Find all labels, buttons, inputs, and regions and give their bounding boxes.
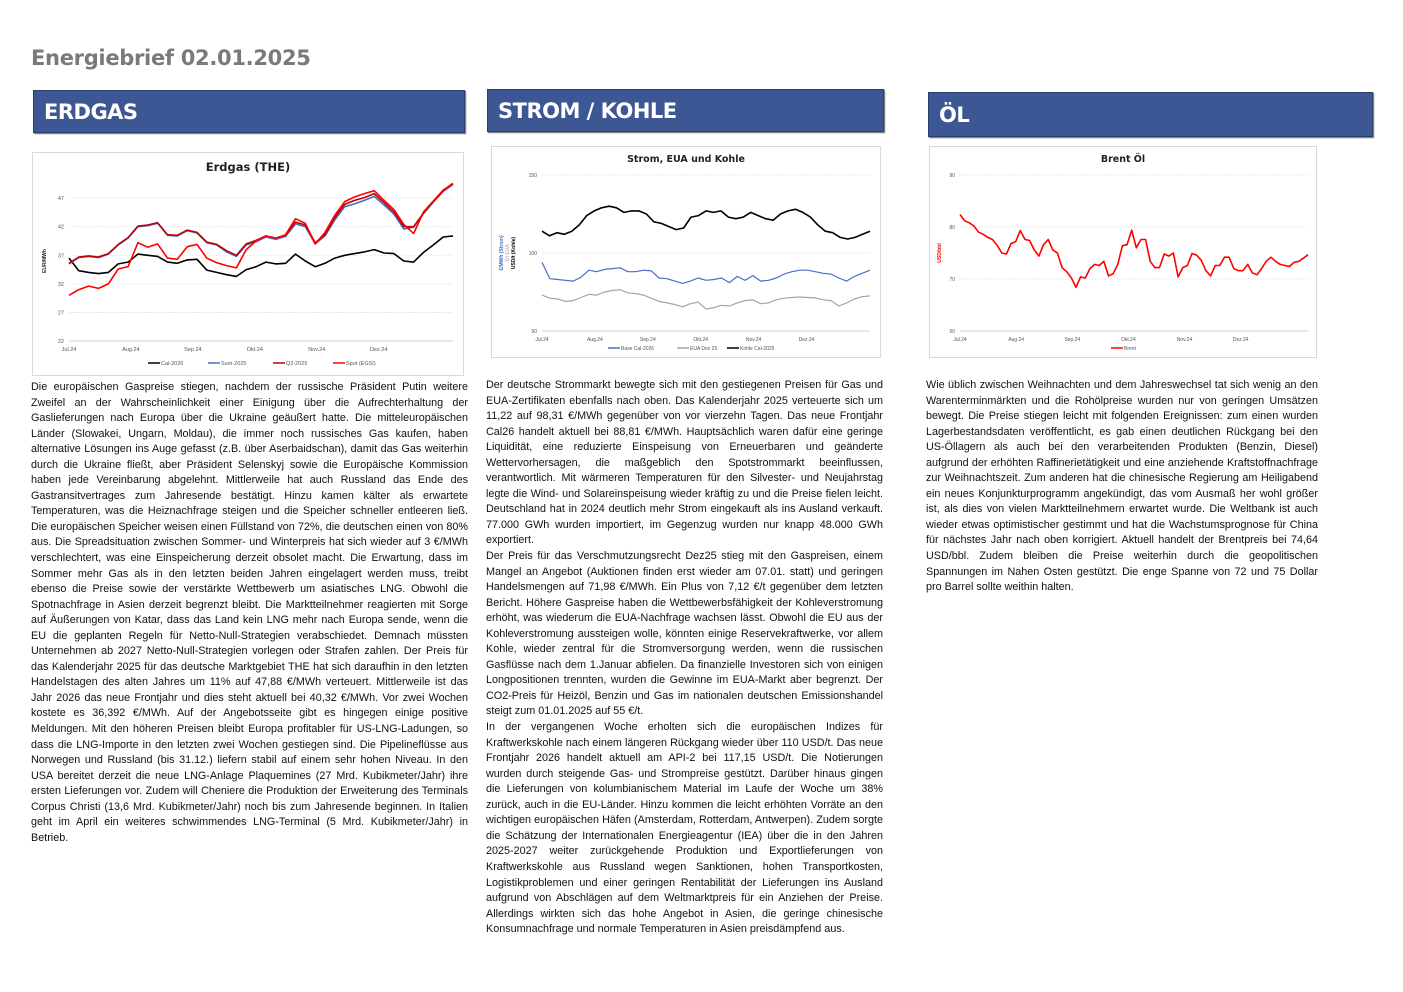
y-axis-label: €/t EUA [505, 244, 511, 262]
chart-title: Strom, EUA und Kohle [627, 154, 745, 165]
x-tick-label: Dez.24 [369, 347, 388, 353]
x-tick-label: Jul.24 [61, 347, 77, 353]
legend-label: Kohle Cal-2025 [740, 346, 775, 352]
oel-text [926, 378, 1318, 596]
x-tick-label: Nov.24 [308, 347, 326, 353]
y-tick-label: 27 [57, 310, 64, 317]
section-header-oel [928, 92, 1373, 137]
document-title: Energiebrief 02.01.2025 [31, 46, 311, 70]
legend-label: EUA Dez 25 [690, 346, 718, 352]
strom-paragraph: Der deutsche Strommarkt bewegte sich mit den gestiegenen Preisen für Gas und EUA-Zertifikaten ebenfalls nach oben. Das Kalenderjahr 2025 verteuerte sich um 11,22 auf 98,31 €/MWh gegenüber von vor vierzehn Tagen. Das neue Frontjahr Cal26 handelt aktuell bei 88,81 €/MWh. Hauptsächlich waren dafür eine geringe Liquidität, eine reduzierte Einspeisung von Erneuerbaren und geänderte Wettervorhersagen, die maßgeblich den Spotstrommarkt beeinflussen, verantwortlich. Mit wärmeren Temperaturen für den Silvester- und Neujahrstag legte die Wind- und Solareinspeisung wieder kräftig zu und die Preise fielen leicht. Deutschland hat in 2024 deutlich mehr Strom eingekauft als ins Ausland verkauft. 77.000 GWh wurden importiert, im Gegenzug wurden nur knapp 48.000 GWh exportiert. [486, 379, 883, 547]
strom-chart-svg [492, 147, 880, 357]
legend-label: Cal-2026 [161, 361, 184, 367]
section-header-strom-label: STROM / KOHLE [498, 98, 677, 123]
x-tick-label: Dez.24 [1232, 337, 1249, 343]
section-header-oel-label: ÖL [939, 102, 970, 127]
section-header-erdgas [33, 90, 465, 133]
erdgas-text [31, 380, 468, 846]
y-tick-label: 150 [528, 173, 537, 179]
strom-paragraph: Der Preis für das Verschmutzungsrecht Dez25 stieg mit den Gaspreisen, einem Mangel an Angebot (Auktionen finden erst wieder am 07.01. statt) und geringen Handelsmengen auf 71,98 €/MWh. Ein Plus von 7,12 €/t gegenüber dem letzten Bericht. Höhere Gaspreise haben die Wettbewerbsfähigkeit der Kohleverstromung erhöht, was wiederum die EUA-Nachfrage wachsen lässt. Obwohl die EU aus der Kohleverstromung aussteigen wolle, könnten einige Reservekraftwerke, vor allem Kohle, wieder zentral für die Stromversorgung werden, wenn die russischen Gasflüsse nach dem 1.Januar abfielen. Da finanzielle Investoren sich von einigen Longpositionen trennten, wurden die Gewinne im EUA-Markt aber begrenzt. Der CO2-Preis für Heizöl, Benzin und Gas im nationalen deutschen Emissionshandel steigt zum 01.01.2025 auf 55 €/t. [486, 550, 883, 718]
y-axis-label: USD/t (Kohle) [511, 236, 517, 270]
brent-chart-svg [930, 147, 1316, 357]
y-tick-label: 90 [949, 173, 955, 179]
y-axis-label: €/MWh (Strom) [499, 235, 505, 271]
section-header-erdgas-label: ERDGAS [44, 99, 138, 124]
y-tick-label: 80 [949, 225, 955, 231]
y-tick-label: 60 [949, 329, 955, 335]
y-tick-label: 70 [949, 277, 955, 283]
series-line-q2-2025 [69, 184, 453, 263]
series-line-sum-2025 [69, 184, 453, 264]
erdgas-paragraph: Die europäischen Gaspreise stiegen, nachdem der russische Präsident Putin weitere Zweifel an der Wahrscheinlichkeit einer Einigung über die Aufrechterhaltung der Gaslieferungen nach Europa über die Ukraine geäußert hatte. Die mitteleuropäischen Länder (Slowakei, Ungarn, Moldau), die immer noch russisches Gas kaufen, haben alternative Lösungen ins Auge gefasst (z.B. über Aserbaidschan), damit das Gas weiterhin durch die Ukraine fließt, aber Präsident Selenskyj sowie die Europäische Kommission haben jede Vereinbarung abgelehnt. Mittlerweile hat auch Russland das Ende des Gastransitvertrages zum Jahresende bestätigt. Hinzu kamen kälter als erwartete Temperaturen, was die Heiznachfrage steigen und die Speicher schneller entleeren ließ. Die europäischen Speicher weisen einen Füllstand von 72%, die deutschen einen von 80% aus. Die Spreadsituation zwischen Sommer- und Winterpreis hat sich wieder auf 3 €/MWh verschlechtert, was eine Einspeicherung derzeit obsolet macht. Die Erwartung, dass im Sommer mehr Gas als in den letzten beiden Jahren eingelagert werden muss, treibt ebenso die Preise sowie der verstärkte Wettbewerb um asiatisches LNG. Obwohl die Spotnachfrage in Asien derzeit begrenzt bleibt. Die Marktteilnehmer reagierten mit Sorge auf Äußerungen von Katar, dass das Land kein LNG mehr nach Europa sende, wenn die EU die geplanten Regeln für Netto-Null-Strategien verabschiedet. Demnach müssten Unternehmen ab 2027 Netto-Null-Strategien vorlegen oder Strafen zahlen. Der Preis für das Kalenderjahr 2025 für das deutsche Marktgebiet THE hat sich daraufhin in den letzten Handelstagen des alten Jahres um 11% auf 47,88 €/MWh verteuert. Mittlerweile ist das Jahr 2026 das neue Frontjahr und dies steht aktuell bei 40,32 €/MWh. Vor zwei Wochen kostete es 36,392 €/MWh. Auf der Angebotsseite gibt es hingegen einige positive Meldungen. Mit den höheren Preisen bleibt Europa profitabler für US-LNG-Ladungen, so dass die LNG-Importe in den letzten zwei Wochen gestiegen sind. Die Pipelineflüsse aus Norwegen und Russland (bis 31.12.) liefern stabil auf einem sehr hohen Niveau. In den USA bereitet derzeit die neue LNG-Anlage Plaquemines (27 Mrd. Kubikmeter/Jahr) ihre ersten Lieferungen vor. Zudem will Cheniere die Produktion der Erweiterung des Terminals Corpus Christi (13,6 Mrd. Kubikmeter/Jahr) noch bis zum Jahresende beginnen. In Italien geht im April ein weiteres schwimmendes LNG-Terminal (5 Mrd. Kubikmeter/Jahr) in Betrieb. [31, 381, 468, 844]
series-line-kohle-cal-2025 [542, 206, 870, 239]
x-tick-label: Jul.24 [953, 337, 967, 343]
x-tick-label: Okt.24 [693, 337, 709, 343]
x-tick-label: Aug.24 [586, 337, 603, 343]
x-tick-label: Sep.24 [184, 347, 202, 353]
chart-title: Erdgas (THE) [205, 160, 291, 174]
erdgas-chart-svg [33, 153, 463, 375]
legend-label: Sum-2025 [221, 361, 247, 367]
x-tick-label: Jul.24 [535, 337, 549, 343]
strom-chart [491, 146, 881, 358]
legend-label: Spot (EGSI) [346, 361, 376, 367]
legend-label: Q2-2025 [286, 361, 308, 367]
brent-chart [929, 146, 1317, 358]
x-tick-label: Sep.24 [1064, 337, 1081, 343]
y-tick-label: 32 [57, 281, 64, 288]
y-tick-label: 50 [531, 329, 537, 335]
y-axis-label: USD/bbl [937, 243, 943, 263]
y-tick-label: 22 [57, 339, 64, 345]
x-tick-label: Dez.24 [798, 337, 815, 343]
series-line-brent [960, 215, 1308, 288]
y-tick-label: 42 [57, 224, 64, 231]
legend-label: Base Cal-2026 [621, 346, 655, 352]
strom-paragraph: In der vergangenen Woche erholten sich die europäischen Indizes für Kraftwerkskohle nach einem längeren Rückgang wieder über 110 USD/t. Das neue Frontjahr 2026 handelt aktuell am API-2 bei 117,15 USD/t. Die Notierungen wurden durch steigende Gas- und Strompreise gestützt. Darüber hinaus gingen die Lieferungen von kolumbianischem Material im Laufe der Woche um 38% zurück, auch in die EU-Länder. Hinzu kommen die leicht erhöhten Vorräte an den wichtigen europäischen Häfen (Amsterdam, Rotterdam, Antwerpen). Zudem sorgte die Schätzung der Internationalen Energieagentur (IEA) über die in den Jahren 2025-2027 weiter zurückgehende Produktion und Exportlieferungen von Kraftwerkskohle aus Russland wegen Sanktionen, hohen Transportkosten, Logistikproblemen und einer geringen Rentabilität der Lieferungen ins Ausland aufgrund von Abschlägen auf dem Weltmarktpreis für ein Anziehen der Preise. Allerdings wirkten sich das hohe Angebot in Asien, die geringe chinesische Konsumnachfrage und normale Temperaturen in Asien preisdämpfend aus. [486, 721, 883, 936]
y-tick-label: 100 [528, 251, 537, 257]
y-tick-label: 37 [57, 253, 64, 260]
chart-title: Brent Öl [1100, 154, 1146, 165]
legend-label: Brent [1124, 346, 1136, 352]
x-tick-label: Sep.24 [639, 337, 656, 343]
y-tick-label: 47 [57, 196, 64, 203]
section-header-strom [487, 89, 884, 132]
x-tick-label: Okt.24 [1121, 337, 1136, 343]
series-line-base-cal-2026 [542, 262, 870, 283]
erdgas-chart [32, 152, 464, 376]
strom-text [486, 378, 883, 938]
x-tick-label: Aug.24 [1008, 337, 1025, 343]
series-line-eua-dez-25 [542, 290, 870, 310]
y-axis-label: EUR/MWh [42, 249, 48, 273]
x-tick-label: Aug.24 [122, 347, 140, 353]
oel-paragraph: Wie üblich zwischen Weihnachten und dem Jahreswechsel tat sich wenig an den Warenterminmärkten und die Rohölpreise wurden nur von geringen Umsätzen bewegt. Die Preise stiegen leicht mit folgenden Ereignissen: zum einen wurden Lagerbestandsdaten veröffentlicht, es gab einen deutlichen Rückgang bei den US-Öllagern als auch bei den verarbeitenden Produkten (Benzin, Diesel) aufgrund der erhöhten Raffinerietätigkeit und eine anziehende Kraftstoffnachfrage zur Weihnachtszeit. Zum anderen hat die chinesische Regierung am Heiligabend ein neues Konjunkturprogramm angekündigt, das vom Ausmaß her wohl größer ist, als dies von vielen Marktteilnehmern erwartet wurde. Die Weltbank ist auch wieder etwas optimistischer gestimmt und hat die Wachstumsprognose für China für nächstes Jahr nach oben korrigiert. Aktuell handelt der Brentpreis bei 74,64 USD/bbl. Zudem bleiben die Preise weiterhin durch die geopolitischen Spannungen im Nahen Osten gestützt. Die enge Spanne von 72 und 75 Dollar pro Barrel sollte weithin halten. [926, 379, 1318, 594]
x-tick-label: Nov.24 [745, 337, 762, 343]
x-tick-label: Nov.24 [1176, 337, 1193, 343]
series-line-cal-2026 [69, 236, 453, 277]
x-tick-label: Okt.24 [246, 347, 263, 353]
